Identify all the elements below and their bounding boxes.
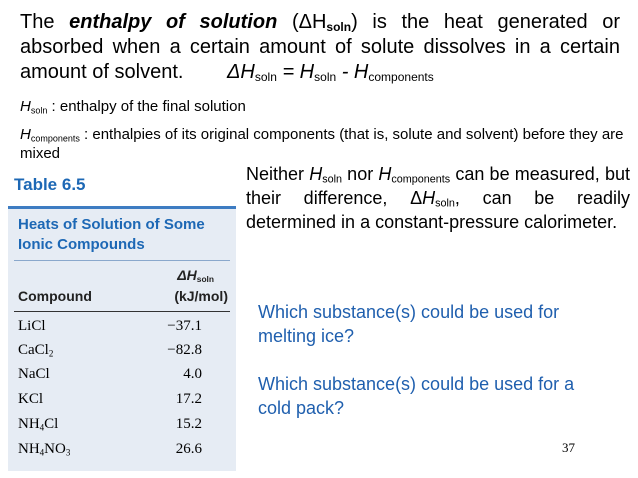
intro-text-rest: ) is the heat generated or absorbed when a certain amount of solute dissolves in a certain amount of solvent. (20, 11, 621, 83)
table-row (8, 366, 236, 389)
table-row (8, 441, 236, 464)
table-caption: Heats of Solution of Some Ionic Compounds (18, 216, 205, 253)
definition-hsoln: $H_{soln}$ : enthalpy of the final solution (20, 98, 246, 116)
table-row (8, 391, 236, 414)
table-row (8, 416, 236, 439)
compound-cell: NaCl (18, 366, 50, 382)
intro-symbol-sub: soln (326, 20, 352, 34)
compound-cell: LiCl (18, 318, 46, 334)
table-label: Table 6.5 (14, 175, 86, 194)
column-header-dh: $\Delta H_{soln}$ (177, 267, 214, 285)
compound-cell: KCl (18, 391, 44, 407)
question-melting-ice: Which substance(s) could be used for melting ice? (258, 302, 560, 346)
table-row (8, 342, 236, 365)
intro-paragraph (20, 10, 620, 85)
definition-hcomponents: $H_{components}$ : enthalpies of its original components (that is, solute and solvent) before they are mixed (20, 126, 624, 162)
compound-cell: $NH_4Cl$ (18, 416, 59, 433)
heats-of-solution-table (8, 167, 236, 471)
compound-cell: CaCl$_2$ (18, 342, 54, 359)
caption-divider (14, 260, 230, 261)
enthalpy-of-solution-term: enthalpy of solution (69, 11, 278, 33)
compound-cell: $NH_4NO_3$ (18, 441, 71, 458)
intro-symbol: (ΔH (291, 11, 327, 33)
dh-value-cell: 17.2 (175, 391, 202, 407)
dh-value-cell: 15.2 (175, 416, 202, 432)
question-cold-pack: Which substance(s) could be used for a cold pack? (258, 374, 575, 418)
page-number: 37 (562, 440, 575, 455)
column-header-compound: Compound (18, 288, 92, 304)
dh-value-cell: 4.0 (183, 366, 202, 382)
calorimeter-note: Neither $H_{soln}$ nor $H_{components}$ can be measured, but their difference, $\Delta H_{soln}$, can be readily determined in a constant-pressure calorimeter. (246, 164, 630, 232)
enthalpy-equation: $\Delta H_{soln} = H_{soln} - H_{components}$ (227, 61, 434, 84)
table-row (8, 318, 236, 341)
table-header-bar (8, 167, 236, 209)
column-header-unit: (kJ/mol) (174, 288, 228, 304)
intro-text-start: The (20, 11, 55, 33)
dh-value-cell: −82.8 (167, 342, 202, 358)
dh-value-cell: 26.6 (175, 441, 202, 457)
dh-value-cell: −37.1 (167, 318, 202, 334)
header-divider (14, 311, 230, 312)
